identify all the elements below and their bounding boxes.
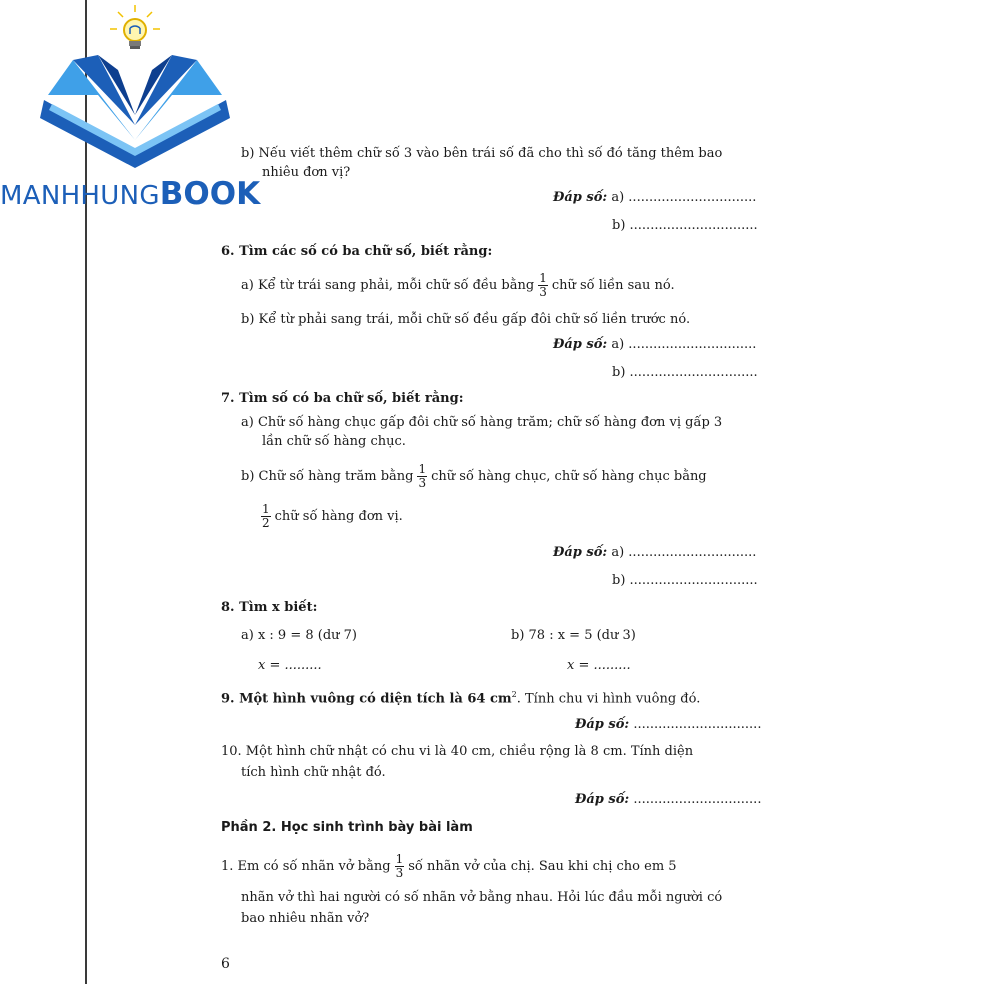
q6-a-post: chữ số liền sau nó.: [551, 278, 675, 293]
q6-a-fraction: [538, 272, 548, 299]
q8-b-equation: b) 78 : x = 5 (dư 3): [511, 628, 636, 643]
q6-title: 6. Tìm các số có ba chữ số, biết rằng:: [221, 244, 493, 259]
q7-b-post: chữ số hàng chục, chữ số hàng chục bằng: [431, 469, 707, 484]
book-lightbulb-icon: [38, 0, 248, 170]
q10-text-line2: tích hình chữ nhật đó.: [241, 765, 386, 780]
q7-b-fraction2: [261, 503, 271, 530]
part2-q1-post: số nhãn vở của chị. Sau khi chị cho em 5: [408, 859, 677, 874]
part2-q1-pre: 1. Em có số nhãn vở bằng: [221, 859, 391, 874]
q7-b-text-line2: [257, 503, 403, 530]
q9-text-pre: 9. Một hình vuông có diện tích là 64 cm: [221, 691, 512, 707]
q10-text-line1: 10. Một hình chữ nhật có chu vi là 40 cm, chiều rộng là 8 cm. Tính diện: [221, 744, 694, 759]
brand-name: [0, 176, 260, 212]
q8-title: 8. Tìm x biết:: [221, 600, 318, 615]
answer-label: Đáp số:: [575, 717, 630, 732]
page-number: 6: [221, 956, 230, 972]
fraction-denominator: 3: [395, 866, 404, 880]
q8-b-answer: x = .........: [567, 658, 631, 673]
publisher-logo: [0, 0, 300, 215]
answer-a-blank: a) ...............................: [611, 190, 757, 205]
q6-answer-a: [553, 337, 756, 352]
answer-blank: ...............................: [633, 792, 762, 807]
q9-superscript: 2: [511, 690, 517, 699]
part2-q1-line1: [221, 853, 677, 880]
fraction-numerator: 1: [262, 502, 270, 516]
q7-title: 7. Tìm số có ba chữ số, biết rằng:: [221, 391, 464, 406]
answer-label: Đáp số:: [553, 190, 608, 205]
part2-q1-fraction: [395, 853, 405, 880]
q9-answer: [575, 717, 761, 732]
q7-a-text-line2: lần chữ số hàng chục.: [262, 434, 406, 449]
fraction-denominator: 2: [262, 516, 270, 530]
q7-b-pre: b) Chữ số hàng trăm bằng: [241, 469, 414, 484]
q6-answer-b: b) ...............................: [612, 365, 758, 380]
fraction-numerator: 1: [395, 852, 404, 866]
q9-text-post: . Tính chu vi hình vuông đó.: [516, 691, 701, 707]
answer-label: Đáp số:: [553, 337, 608, 352]
q5-answer-a: [553, 190, 756, 205]
answer-label: Đáp số:: [575, 792, 630, 807]
answer-a-blank: a) ...............................: [611, 337, 757, 352]
part2-heading: Phần 2. Học sinh trình bày bài làm: [221, 820, 473, 835]
q7-answer-a: [553, 545, 756, 560]
part2-q1-line2: nhãn vở thì hai người có số nhãn vở bằng nhau. Hỏi lúc đầu mỗi người có: [241, 890, 723, 905]
q7-answer-b: b) ...............................: [612, 573, 758, 588]
fraction-numerator: 1: [539, 271, 547, 285]
q6-b-text: b) Kể từ phải sang trái, mỗi chữ số đều gấp đôi chữ số liền trước nó.: [241, 312, 691, 327]
q7-b-text: [241, 463, 707, 490]
answer-a-blank: a) ...............................: [611, 545, 757, 560]
q6-a-pre: a) Kể từ trái sang phải, mỗi chữ số đều bằng: [241, 278, 535, 293]
q9-text: [221, 685, 700, 709]
q8-a-equation: a) x : 9 = 8 (dư 7): [241, 628, 358, 643]
q5-b-text-line2: nhiêu đơn vị?: [262, 165, 351, 180]
q8-a-answer: x = .........: [258, 658, 322, 673]
q7-b-fraction1: [417, 463, 427, 490]
brand-name-part2: BOOK: [159, 176, 261, 212]
lightbulb-icon: [110, 5, 160, 49]
q7-b-post2: chữ số hàng đơn vị.: [274, 509, 403, 524]
fraction-numerator: 1: [418, 462, 427, 476]
answer-label: Đáp số:: [553, 545, 608, 560]
q5-b-text-line1: b) Nếu viết thêm chữ số 3 vào bên trái số đã cho thì số đó tăng thêm bao: [241, 146, 723, 161]
fraction-denominator: 3: [539, 285, 547, 299]
q5-answer-b: b) ...............................: [612, 218, 758, 233]
brand-name-part1: MANHHUNG: [0, 181, 160, 211]
q7-a-text-line1: a) Chữ số hàng chục gấp đôi chữ số hàng trăm; chữ số hàng đơn vị gấp 3: [241, 415, 723, 430]
q6-a-text: [241, 272, 675, 299]
fraction-denominator: 3: [418, 476, 427, 490]
answer-blank: ...............................: [633, 717, 762, 732]
q10-answer: [575, 792, 761, 807]
part2-q1-line3: bao nhiêu nhãn vở?: [241, 911, 370, 926]
